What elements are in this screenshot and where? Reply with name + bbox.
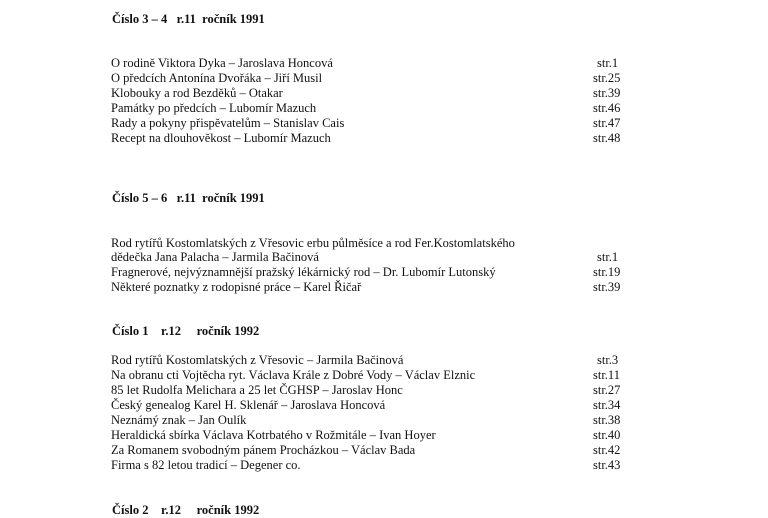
article-author: Jaroslava Honcová [290,398,386,412]
separator: – [225,56,239,70]
toc-entry [111,86,283,101]
toc-entry [111,353,403,368]
page-reference: str.39 [593,280,621,294]
article-author: Degener co. [240,458,301,472]
separator: – [338,443,352,457]
article-title: Rod rytířů Kostomlatských z Vřesovic [111,353,304,367]
article-title: Český genealog Karel H. Sklenář [111,398,278,412]
separator: – [366,428,380,442]
article-title: Rady a pokyny přispěvatelům [111,116,261,130]
article-author: Ivan Hoyer [379,428,436,442]
toc-entry [111,458,301,473]
article-title: Na obranu cti Vojtěcha ryt. Václava Krále z Dobré Vody [111,368,393,382]
article-author: Jiří Musil [273,71,323,85]
separator: – [185,413,199,427]
article-author: Lubomír Mazuch [243,131,331,145]
separator: – [231,131,244,145]
separator: – [236,86,249,100]
article-author: Karel Řičař [303,280,362,294]
page-reference: str.19 [593,265,621,279]
article-title: Klobouky a rod Bezděků [111,86,237,100]
page-reference: str.43 [593,458,621,472]
toc-entry [111,56,333,71]
article-author: Jaroslava Honcová [238,56,333,70]
article-title: Za Romanem svobodným pánem Procházkou [111,443,339,457]
page-reference: str.39 [593,86,621,100]
separator: – [370,265,383,279]
page-reference: str.42 [593,443,621,457]
article-author: Jan Oulík [198,413,247,427]
page-reference: str.1 [597,250,619,264]
article-title: 85 let Rudolfa Melichara a 25 let ČGHSP [111,383,320,397]
page-reference: str.27 [593,383,621,397]
separator: – [392,368,405,382]
toc-entry [111,368,475,383]
toc-entry [111,116,344,131]
article-title: Některé poznatky z rodopisné práce [111,280,291,294]
article-author: Jarmila Bačinová [316,353,404,367]
issue-heading: Číslo 3 – 4 r.11 ročník 1991 [112,12,265,26]
separator: – [277,398,291,412]
toc-entry [111,265,496,280]
article-author: Otakar [248,86,283,100]
article-author: Václav Bada [351,443,416,457]
separator: – [261,71,274,85]
toc-entry [111,383,403,398]
page-reference: str.38 [593,413,621,427]
article-author: Jarmila Bačinová [231,250,319,264]
article-author: Lubomír Mazuch [229,101,317,115]
page-reference: str.40 [593,428,621,442]
page-reference: str.34 [593,398,621,412]
article-title: Památky po předcích [111,101,217,115]
toc-entry [111,398,385,413]
article-title: O předcích Antonína Dvořáka [111,71,262,85]
issue-heading: Číslo 5 – 6 r.11 ročník 1991 [112,191,265,205]
toc-entry [111,280,361,295]
toc-entry [111,443,415,458]
separator: – [219,250,232,264]
separator: – [290,280,304,294]
toc-entry-line: Rod rytířů Kostomlatských z Vřesovic erbu půlměsíce a rod Fer.Kostomlatského [111,236,515,250]
page-reference: str.1 [597,56,619,70]
page-reference: str.25 [593,71,621,85]
separator: – [216,101,230,115]
separator: – [227,458,241,472]
page-reference: str.46 [593,101,621,115]
article-title: Heraldická sbírka Václava Kotrbatého v Rožmitále [111,428,367,442]
article-author: Dr. Lubomír Lutonský [382,265,496,279]
toc-entry [111,250,319,265]
page-reference: str.48 [593,131,621,145]
separator: – [319,383,332,397]
separator: – [303,353,317,367]
separator: – [260,116,274,130]
toc-entry [111,428,436,443]
article-title: Fragnerové, nejvýznamnější pražský lékárnický rod [111,265,371,279]
toc-entry [111,101,316,116]
article-title: Neznámý znak [111,413,186,427]
article-title: Firma s 82 letou tradicí [111,458,228,472]
article-title: O rodině Viktora Dyka [111,56,226,70]
page-reference: str.3 [597,353,619,367]
article-title: Recept na dlouhověkost [111,131,232,145]
article-title: dědečka Jana Palacha [111,250,220,264]
issue-heading: Číslo 1 r.12 ročník 1992 [112,324,260,338]
article-author: Stanislav Cais [273,116,345,130]
toc-entry [111,131,331,146]
page-reference: str.47 [593,116,621,130]
toc-entry [111,413,246,428]
page-reference: str.11 [593,368,620,382]
article-author: Václav Elznic [404,368,476,382]
article-author: Jaroslav Honc [331,383,403,397]
toc-entry [111,71,322,86]
issue-heading: Číslo 2 r.12 ročník 1992 [112,503,260,517]
